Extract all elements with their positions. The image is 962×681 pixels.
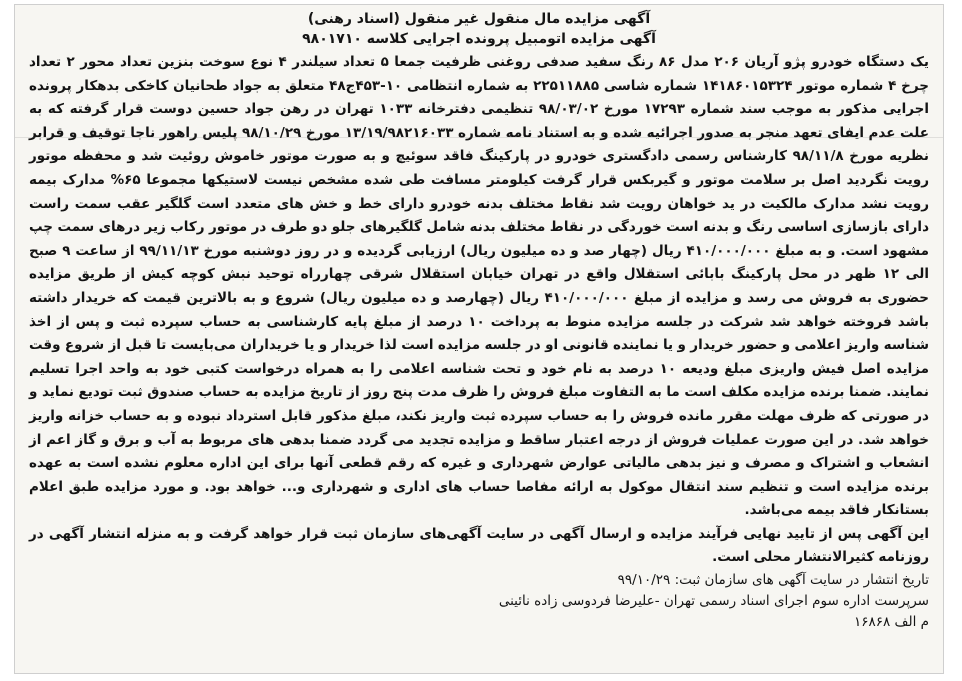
notice-subtitle: آگهی مزایده اتومبیل پرونده اجرایی کلاسه ۹۸۰۱۷۱۰: [302, 31, 656, 47]
auction-notice: [14, 4, 944, 674]
publish-date: تاریخ انتشار در سایت آگهی های سازمان ثبت: ۹۹/۱۰/۲۹: [617, 572, 929, 589]
signatory: سرپرست اداره سوم اجرای اسناد رسمی تهران -علیرضا فردوسی زاده نائینی: [498, 593, 929, 610]
notice-closing: این آگهی پس از تایید نهایی فرآیند مزایده و ارسال آگهی در سایت آگهی‌های سازمان ثبت قرار خواهد گرفت و به منزله انتشار آگهی در روزنامه کثیرالانتشار محلی است.: [29, 525, 929, 566]
notice-title: آگهی مزایده مال منقول غیر منقول (اسناد رهنی): [307, 11, 651, 27]
notice-body: یک دستگاه خودرو پژو آریان ۲۰۶ مدل ۸۶ رنگ سفید صدفی روغنی ظرفیت جمعا ۵ تعداد سیلندر ۴ نوع سوخت بنزین تعداد محور ۲ تعداد چرخ ۴ شماره موتور ۱۴۱۸۶۰۱۵۳۲۴ شماره شاسی ۲۲۵۱۱۸۸۵ به شماره انتظامی ۱۰-۴۵۳ج۴۸ متعلق به جواد طحانیان کاخکی بدهکار پرونده اجرایی مذکور به موجب سند شماره ۱۷۲۹۳ مورخ ۹۸/۰۳/۰۲ تنظیمی دفترخانه ۱۰۳۳ تهران در رهن جواد حسین دوست قرار گرفته که به علت عدم ایفای تعهد منجر به صدور اجرائیه شده و به استناد نامه شماره ۱۳/۱۹/۹۸۲۱۶۰۳۳ مورخ ۹۸/۱۰/۲۹ پلیس راهور ناجا توقیف و قرابر نظریه مورخ ۹۸/۱۱/۸ کارشناس رسمی دادگستری خودرو در پارکینگ فاقد سوئیچ و به صورت موتور خاموش روئیت شد و محفظه موتور رویت نگردید اصل بر سلامت موتور و گیربکس قرار گرفت کیلومتر مسافت طی شده مشخص نیست لاستیکها مجموعا ۶۵% مدارک بیمه رویت نشد مدارک مالکیت در ید خواهان رویت شد نقاط مختلف بدنه خودرو دارای خط و خش های متعدد است گلگیر عقب سمت راست دارای بازسازی اساسی رنگ و بدنه است خوردگی در نقاط مختلف بدنه شامل گلگیرهای جلو دو طرف در موتور رکاب زیر درهای سمت چپ مشهود است. و به مبلغ ۴۱۰/۰۰۰/۰۰۰ ریال (چهار صد و ده میلیون ریال) ارزیابی گردیده و در روز دوشنبه مورخ ۹۹/۱۱/۱۳ از ساعت ۹ صبح الی ۱۲ ظهر در محل پارکینگ بابائی استقلال واقع در تهران خیابان استقلال شرقی چهارراه توحید نبش کوچه کیش از طریق مزایده حضوری به فروش می رسد و مزایده از مبلغ ۴۱۰/۰۰۰/۰۰۰ ریال (چهارصد و ده میلیون ریال) شروع و به بالاترین قیمت که خریدار داشته باشد فروخته خواهد شد شرکت در جلسه مزایده منوط به پرداخت ۱۰ درصد از مبلغ پایه کارشناسی به حساب سپرده ثبت و پس از اخذ شناسه واریز اعلامی و حضور خریدار و یا نماینده قانونی او در جلسه مزایده است لذا خریدار و یا خریداران می‌بایست تا قبل از شروع وقت مزایده اصل فیش واریزی مبلغ ودیعه ۱۰ درصد به نام خود و تحت شناسه اعلامی را به همراه درخواست کتبی خود به واحد اجرا تسلیم نمایند. ضمنا برنده مزایده مکلف است ما به التفاوت مبلغ فروش را ظرف مدت پنج روز از تاریخ مزایده به حساب صندوق ثبت تودیع نماید و در صورتی که ظرف مهلت مقرر مانده فروش را به حساب سپرده ثبت واریز نکند، مبلغ مذکور قابل استرداد نبوده و به حساب خزانه واریز خواهد شد. در این صورت عملیات فروش از درجه اعتبار ساقط و مزایده تجدید می گردد ضمنا بدهی های مربوط به آب و برق و گاز اعم از انشعاب و اشتراک و مصرف و نیز بدهی مالیاتی عوارض شهرداری و غیره که رقم قطعی آنها برای این اداره معلوم نشده است به عهده برنده مزایده است و تنظیم سند انتقال موکول به ارائه مفاصا حساب های اداری و شهرداری و... خواهد بود. و مورد مزایده طبق اعلام بستانکار فاقد بیمه می‌باشد.: [29, 54, 930, 519]
paper-fold-line: [15, 137, 943, 138]
reference-number: م الف ۱۶۸۶۸: [853, 614, 929, 631]
